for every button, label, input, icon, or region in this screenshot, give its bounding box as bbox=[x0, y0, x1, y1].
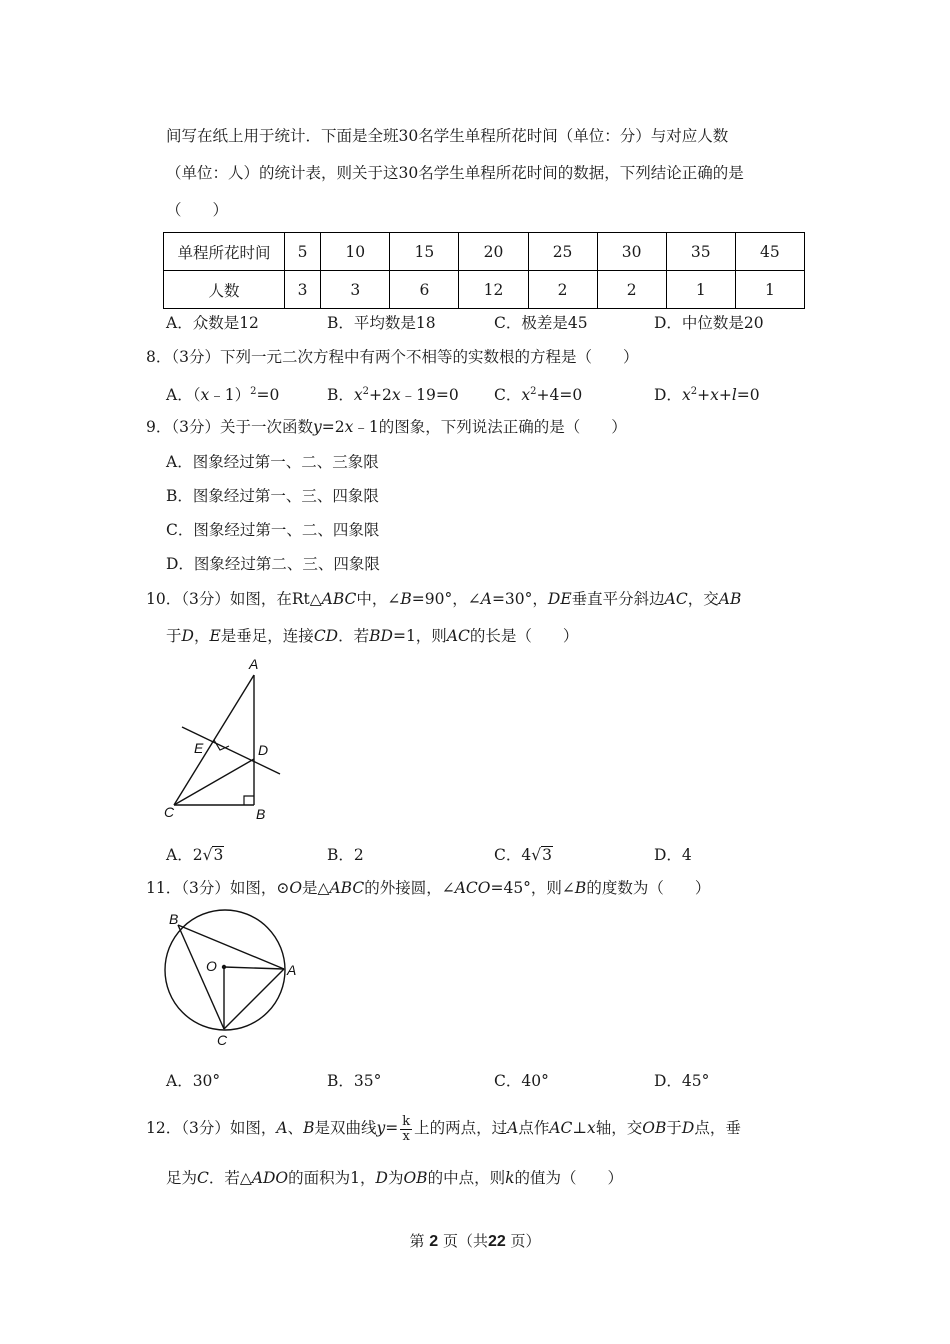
table-cell: 12 bbox=[459, 271, 528, 309]
table-cell: 3 bbox=[321, 271, 390, 309]
q11-label-a: A bbox=[287, 962, 297, 978]
q10-label-e: E bbox=[194, 740, 204, 756]
table-row bbox=[164, 233, 805, 271]
q9-option-b: B．图象经过第一、三、四象限 bbox=[166, 487, 379, 505]
q8-option-d: D．$x^2+x+l=0$ bbox=[654, 386, 760, 404]
q10-label-c: C bbox=[164, 804, 175, 820]
q7-line3: （ ） bbox=[166, 201, 229, 219]
q10-line2: 于D，E是垂足，连接CD．若BD=1，则AC的长是（ ） bbox=[166, 627, 579, 645]
table-cell: 2 bbox=[528, 271, 597, 309]
q11-option-c: C．40° bbox=[494, 1072, 549, 1090]
q12-line1: 12．（3分）如图，A、B是双曲线y= $\frac{k}{x}$ 上的两点，过A点作AC⊥x轴，交OB于D点，垂 bbox=[146, 1113, 741, 1144]
stats-table bbox=[163, 232, 805, 309]
q7-option-b: B．平均数是18 bbox=[327, 314, 436, 332]
table-cell: 3 bbox=[285, 271, 321, 309]
q7-option-d: D．中位数是20 bbox=[654, 314, 764, 332]
table-cell: 1 bbox=[666, 271, 735, 309]
q10-option-c: C．4√3 bbox=[494, 846, 552, 864]
q7-option-a: A．众数是12 bbox=[166, 314, 259, 332]
table-cell: 45 bbox=[735, 233, 804, 271]
q11-stem: 11．（3分）如图，⊙O是△ABC的外接圆，∠ACO=45°，则∠B的度数为（ ） bbox=[146, 879, 711, 897]
table-cell: 35 bbox=[666, 233, 735, 271]
table-cell: 20 bbox=[459, 233, 528, 271]
table-cell: 1 bbox=[735, 271, 804, 309]
table-cell: 30 bbox=[597, 233, 666, 271]
q10-figure bbox=[160, 655, 290, 825]
table-cell: 15 bbox=[390, 233, 459, 271]
q9-option-c: C．图象经过第一、二、四象限 bbox=[166, 521, 380, 539]
table-row bbox=[164, 271, 805, 309]
q11-option-d: D．45° bbox=[654, 1072, 710, 1090]
q8-option-c: C．$x^2+4=0$ bbox=[494, 386, 583, 404]
q10-label-a: A bbox=[249, 656, 259, 672]
q7-option-c: C．极差是45 bbox=[494, 314, 588, 332]
q9-stem: 9．（3分）关于一次函数y=2x﹣1的图象，下列说法正确的是（ ） bbox=[146, 418, 627, 436]
q10-label-d: D bbox=[258, 742, 269, 758]
q9-option-d: D．图象经过第二、三、四象限 bbox=[166, 555, 380, 573]
table-cell: 6 bbox=[390, 271, 459, 309]
q10-label-b: B bbox=[256, 806, 266, 822]
table-cell: 10 bbox=[321, 233, 390, 271]
page-footer: 第 2 页（共22 页） bbox=[409, 1232, 541, 1250]
q10-option-b: B．2 bbox=[327, 846, 364, 864]
q8-option-b: B．$x^2+2x﹣19=0$ bbox=[327, 386, 459, 404]
q10-line1: 10．（3分）如图，在Rt△ABC中，∠B=90°，∠A=30°，DE垂直平分斜边AC，交AB bbox=[146, 590, 742, 608]
q12-line2: 足为C．若△ADO的面积为1，D为OB的中点，则k的值为（ ） bbox=[166, 1169, 624, 1187]
q8-option-a: A．（x﹣1）$^2$=0 bbox=[166, 386, 280, 404]
q8-stem: 8．（3分）下列一元二次方程中有两个不相等的实数根的方程是（ ） bbox=[146, 348, 639, 366]
q11-option-b: B．35° bbox=[327, 1072, 382, 1090]
q11-label-o: O bbox=[206, 958, 217, 974]
q11-label-b: B bbox=[169, 911, 179, 927]
q10-option-d: D．4 bbox=[654, 846, 692, 864]
table-header-count: 人数 bbox=[164, 271, 285, 309]
table-cell: 25 bbox=[528, 233, 597, 271]
q7-line2: （单位：人）的统计表，则关于这30名学生单程所花时间的数据，下列结论正确的是 bbox=[166, 164, 744, 182]
q9-option-a: A．图象经过第一、二、三象限 bbox=[166, 453, 379, 471]
q10-option-a: A．2√3 bbox=[166, 846, 224, 864]
q11-label-c: C bbox=[217, 1032, 228, 1048]
table-cell: 5 bbox=[285, 233, 321, 271]
table-header-time: 单程所花时间 bbox=[164, 233, 285, 271]
table-cell: 2 bbox=[597, 271, 666, 309]
q11-figure bbox=[160, 905, 305, 1050]
q7-line1: 间写在纸上用于统计．下面是全班30名学生单程所花时间（单位：分）与对应人数 bbox=[166, 127, 729, 145]
fraction-k-over-x: $\frac{k}{x}$ bbox=[402, 1113, 411, 1144]
q11-option-a: A．30° bbox=[166, 1072, 221, 1090]
